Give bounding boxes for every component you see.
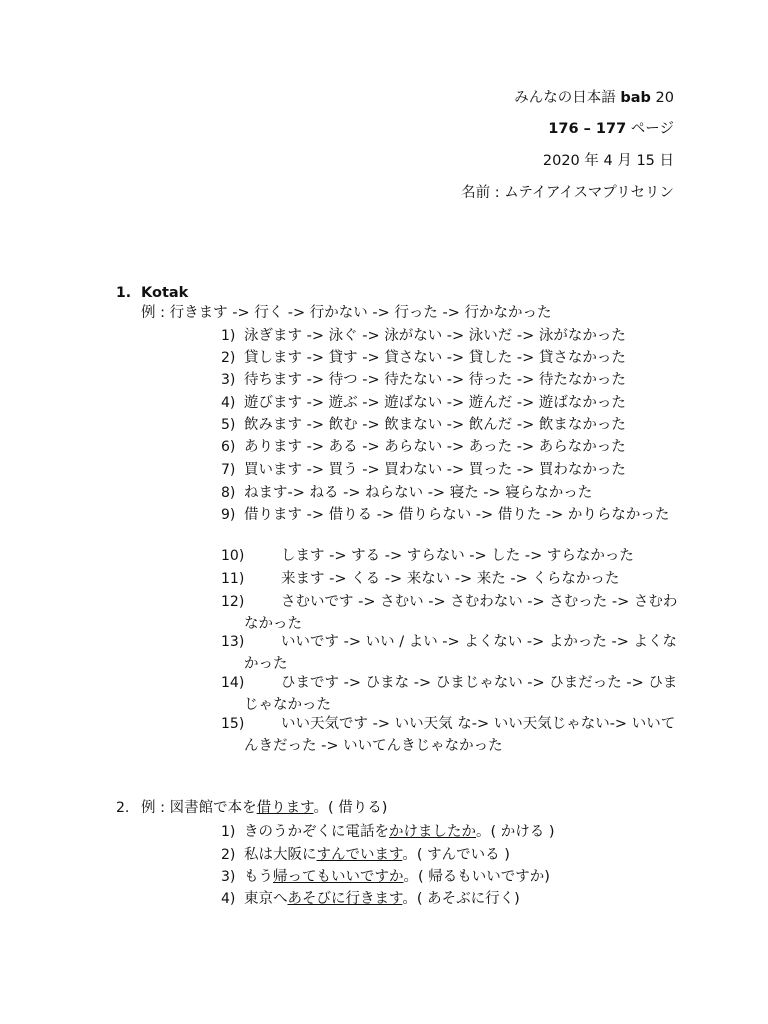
title-num: 20 xyxy=(655,90,674,106)
item-number: 10) xyxy=(221,548,245,564)
document-title xyxy=(514,88,674,108)
conjugation-item: あります -> ある -> あらない -> あった -> あらなかった xyxy=(244,439,626,455)
item-number: 4) xyxy=(221,395,236,411)
sentence-item: きのうかぞくに電話をかけましたか。( かける ) xyxy=(244,824,555,840)
conjugation-item: ひまです -> ひまな -> ひまじゃない -> ひまだった -> ひまじゃなかった xyxy=(244,675,678,713)
item-number: 11) xyxy=(221,571,245,587)
conjugation-item: 買います -> 買う -> 買わない -> 買った -> 買わなかった xyxy=(244,462,626,478)
item-number: 9) xyxy=(221,507,236,523)
item-number: 6) xyxy=(221,439,236,455)
title-prefix: みんなの日本語 xyxy=(514,90,616,106)
conjugation-item: 待ちます -> 待つ -> 待たない -> 待った -> 待たなかった xyxy=(244,372,626,388)
item-number: 15) xyxy=(221,716,245,732)
conjugation-item: ねます-> ねる -> ねらない -> 寝た -> 寝らなかった xyxy=(244,485,593,501)
item-number: 3) xyxy=(221,869,236,885)
conjugation-item: 泳ぎます -> 泳ぐ -> 泳がない -> 泳いだ -> 泳がなかった xyxy=(244,328,626,344)
item-number: 14) xyxy=(221,675,245,691)
document-date: 2020 年 4 月 15 日 xyxy=(542,153,674,169)
section2-number: 2. xyxy=(116,800,130,816)
conjugation-item: 来ます -> くる -> 来ない -> 来た -> くらなかった xyxy=(281,571,620,587)
section1-heading: Kotak xyxy=(141,285,189,301)
title-bab: bab xyxy=(620,90,651,106)
conjugation-item: 遊びます -> 遊ぶ -> 遊ばない -> 遊んだ -> 遊ばなかった xyxy=(244,395,626,411)
page-numbers: 176 – 177 xyxy=(548,121,627,137)
conjugation-item: いい天気です -> いい天気 な-> いい天気じゃない-> いいてんきだった -> いいてんきじゃなかった xyxy=(244,716,676,754)
section2-example: 例 : 図書館で本を借ります。( 借りる) xyxy=(141,800,388,816)
conjugation-item: 飲みます -> 飲む -> 飲まない -> 飲んだ -> 飲まなかった xyxy=(244,417,626,433)
sentence-item: 東京へあそびに行きます。( あそぶに行く) xyxy=(244,891,520,907)
section1-example: 例 : 行きます -> 行く -> 行かない -> 行った -> 行かなかった xyxy=(141,305,552,321)
sentence-item: 私は大阪にすんでいます。( すんでいる ) xyxy=(244,847,510,863)
item-number: 4) xyxy=(221,891,236,907)
page-range xyxy=(548,119,674,139)
item-number: 1) xyxy=(221,824,236,840)
item-number: 3) xyxy=(221,372,236,388)
item-number: 7) xyxy=(221,462,236,478)
conjugation-item: さむいです -> さむい -> さむわない -> さむった -> さむわなかった xyxy=(244,594,678,632)
conjugation-item: 借ります -> 借りる -> 借りらない -> 借りた -> かりらなかった xyxy=(244,507,670,523)
item-number: 8) xyxy=(221,485,236,501)
conjugation-item: 貸します -> 貸す -> 貸さない -> 貸した -> 貸さなかった xyxy=(244,350,626,366)
item-number: 1) xyxy=(221,328,236,344)
page-suffix: ページ xyxy=(630,121,674,137)
item-number: 12) xyxy=(221,594,245,610)
item-number: 13) xyxy=(221,634,245,650)
item-number: 5) xyxy=(221,417,236,433)
conjugation-item: いいです -> いい / よい -> よくない -> よかった -> よくなかった xyxy=(244,634,678,672)
item-number: 2) xyxy=(221,350,236,366)
item-number: 2) xyxy=(221,847,236,863)
conjugation-item: します -> する -> すらない -> した -> すらなかった xyxy=(281,548,634,564)
sentence-item: もう帰ってもいいですか。( 帰るもいいですか) xyxy=(244,869,550,885)
section1-number: 1. xyxy=(116,285,132,301)
student-name: 名前 : ムテイアイスマプリセリン xyxy=(461,185,674,201)
